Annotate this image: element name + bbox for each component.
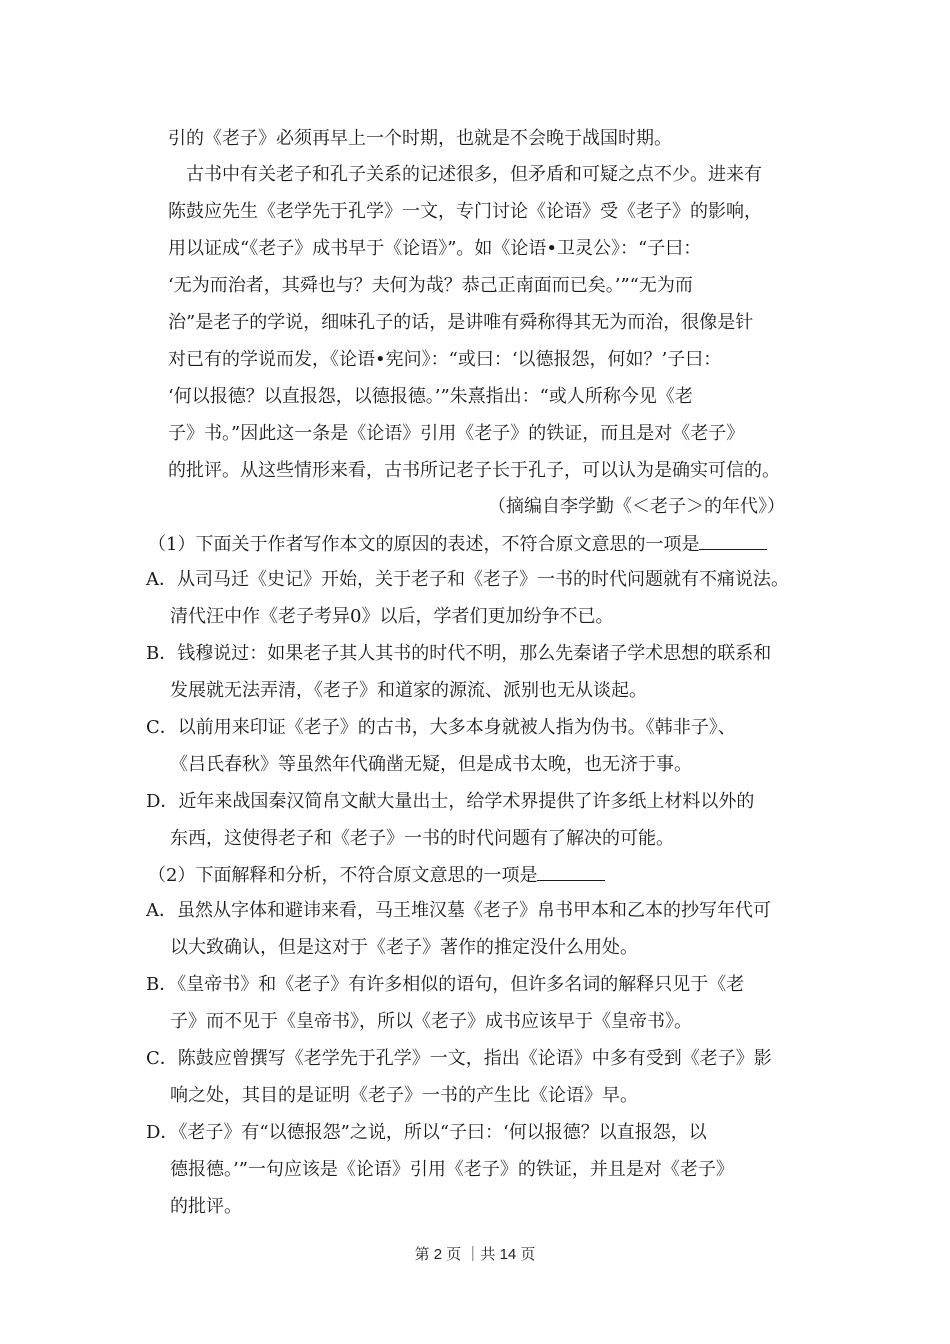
passage-line: 治”是老子的学说，细味孔子的话，是讲唯有舜称得其无为而治，很像是针 xyxy=(168,312,754,333)
passage-source: （摘编自李学勤《＜老子＞的年代》） xyxy=(488,496,785,517)
q2-option-b xyxy=(146,973,744,997)
option-text: 从司马迁《史记》开始，关于老子和《老子》一书的时代问题就有不痛说法。 xyxy=(177,569,789,590)
q1-option-d xyxy=(146,790,754,814)
question-1-stem xyxy=(148,531,767,557)
option-text-cont: 子》而不见于《皇帝书》，所以《老子》成书应该早于《皇帝书》。 xyxy=(170,1011,692,1032)
q2-option-d xyxy=(146,1121,707,1145)
option-text-cont: 响之处，其目的是证明《老子》一书的产生比《论语》早。 xyxy=(170,1085,638,1106)
option-text-cont: 东西，这使得老子和《老子》一书的时代问题有了解决的可能。 xyxy=(170,828,674,849)
option-text: 《老子》有“以德报怨”之说，所以“子曰：‘何以报德？以直报怨，以 xyxy=(178,1122,707,1143)
option-label: C． xyxy=(146,1048,178,1069)
option-label: D． xyxy=(146,1122,179,1143)
q2-option-c xyxy=(146,1047,772,1071)
page-footer: 第 2 页 ｜共 14 页 xyxy=(414,1246,536,1263)
option-label: B． xyxy=(146,974,178,995)
option-label: B． xyxy=(146,643,178,664)
passage-line: 子》书。”因此这一条是《论语》引用《老子》的铁证，而且是对《老子》 xyxy=(168,423,745,444)
option-label: C． xyxy=(146,717,178,738)
option-label: D． xyxy=(146,791,179,812)
option-text-cont: 以大致确认，但是这对于《老子》著作的推定没什么用处。 xyxy=(170,937,638,958)
option-text-cont: 清代汪中作《老子考异0》以后，学者们更加纷争不已。 xyxy=(170,606,614,627)
option-text: 以前用来印证《老子》的古书，大多本身就被人指为伪书。《韩非子》、 xyxy=(177,717,736,738)
q2-option-a xyxy=(146,899,771,923)
passage-line: 古书中有关老子和孔子关系的记述很多，但矛盾和可疑之点不少。进来有 xyxy=(186,164,762,185)
question-stem-text: （1）下面关于作者写作本文的原因的表述，不符合原文意思的一项是 xyxy=(148,534,700,555)
question-stem-text: （2）下面解释和分析，不符合原文意思的一项是 xyxy=(148,865,538,886)
option-text-cont: 的批评。 xyxy=(170,1196,242,1217)
q1-option-c xyxy=(146,716,736,740)
passage-line: ‘无为而治者，其舜也与？夫何为哉？恭己正南面而已矣。’”“无为而 xyxy=(168,275,693,296)
option-text: 陈鼓应曾撰写《老学先于孔学》一文，指出《论语》中多有受到《老子》影 xyxy=(177,1048,772,1069)
passage-line: 用以证成“《老子》成书早于《论语》”。如《论语•卫灵公》：“子曰： xyxy=(168,238,702,259)
passage-line: ‘何以报德？以直报怨，以德报德。’”朱熹指出：“或人所称今见《老 xyxy=(168,386,693,407)
option-text: 近年来战国秦汉简帛文献大量出士，给学术界提供了许多纸上材料以外的 xyxy=(178,791,755,812)
passage-line: 陈鼓应先生《老学先于孔学》一文，专门讨论《论语》受《老子》的影响， xyxy=(168,201,762,222)
answer-blank xyxy=(537,862,605,881)
option-text: 虽然从字体和避讳来看，马王堆汉墓《老子》帛书甲本和乙本的抄写年代可 xyxy=(177,900,771,921)
q1-option-a xyxy=(146,568,789,592)
answer-blank xyxy=(699,531,767,550)
option-text-cont: 德报德。’”一句应该是《论语》引用《老子》的铁证，并且是对《老子》 xyxy=(170,1159,734,1180)
option-text-cont: 发展就无法弄清，《老子》和道家的源流、派别也无从谈起。 xyxy=(170,680,647,701)
question-2-stem xyxy=(148,862,605,888)
passage-line: 引的《老子》必须再早上一个时期，也就是不会晚于战国时期。 xyxy=(168,128,672,149)
option-text-cont: 《吕氏春秋》等虽然年代确凿无疑，但是成书太晚，也无济于事。 xyxy=(170,754,692,775)
option-label: A． xyxy=(146,569,177,590)
option-text: 《皇帝书》和《老子》有许多相似的语句，但许多名词的解释只见于《老 xyxy=(177,974,745,995)
option-text: 钱穆说过：如果老子其人其书的时代不明，那么先秦诸子学术思想的联系和 xyxy=(177,643,772,664)
q1-option-b xyxy=(146,642,771,666)
passage-line: 的批评。从这些情形来看，古书所记老子长于孔子，可以认为是确实可信的。 xyxy=(168,460,780,481)
option-label: A． xyxy=(146,900,177,921)
passage-line: 对已有的学说而发，《论语•宪问》：“或曰：‘以德报怨，何如？’子曰： xyxy=(168,349,722,370)
